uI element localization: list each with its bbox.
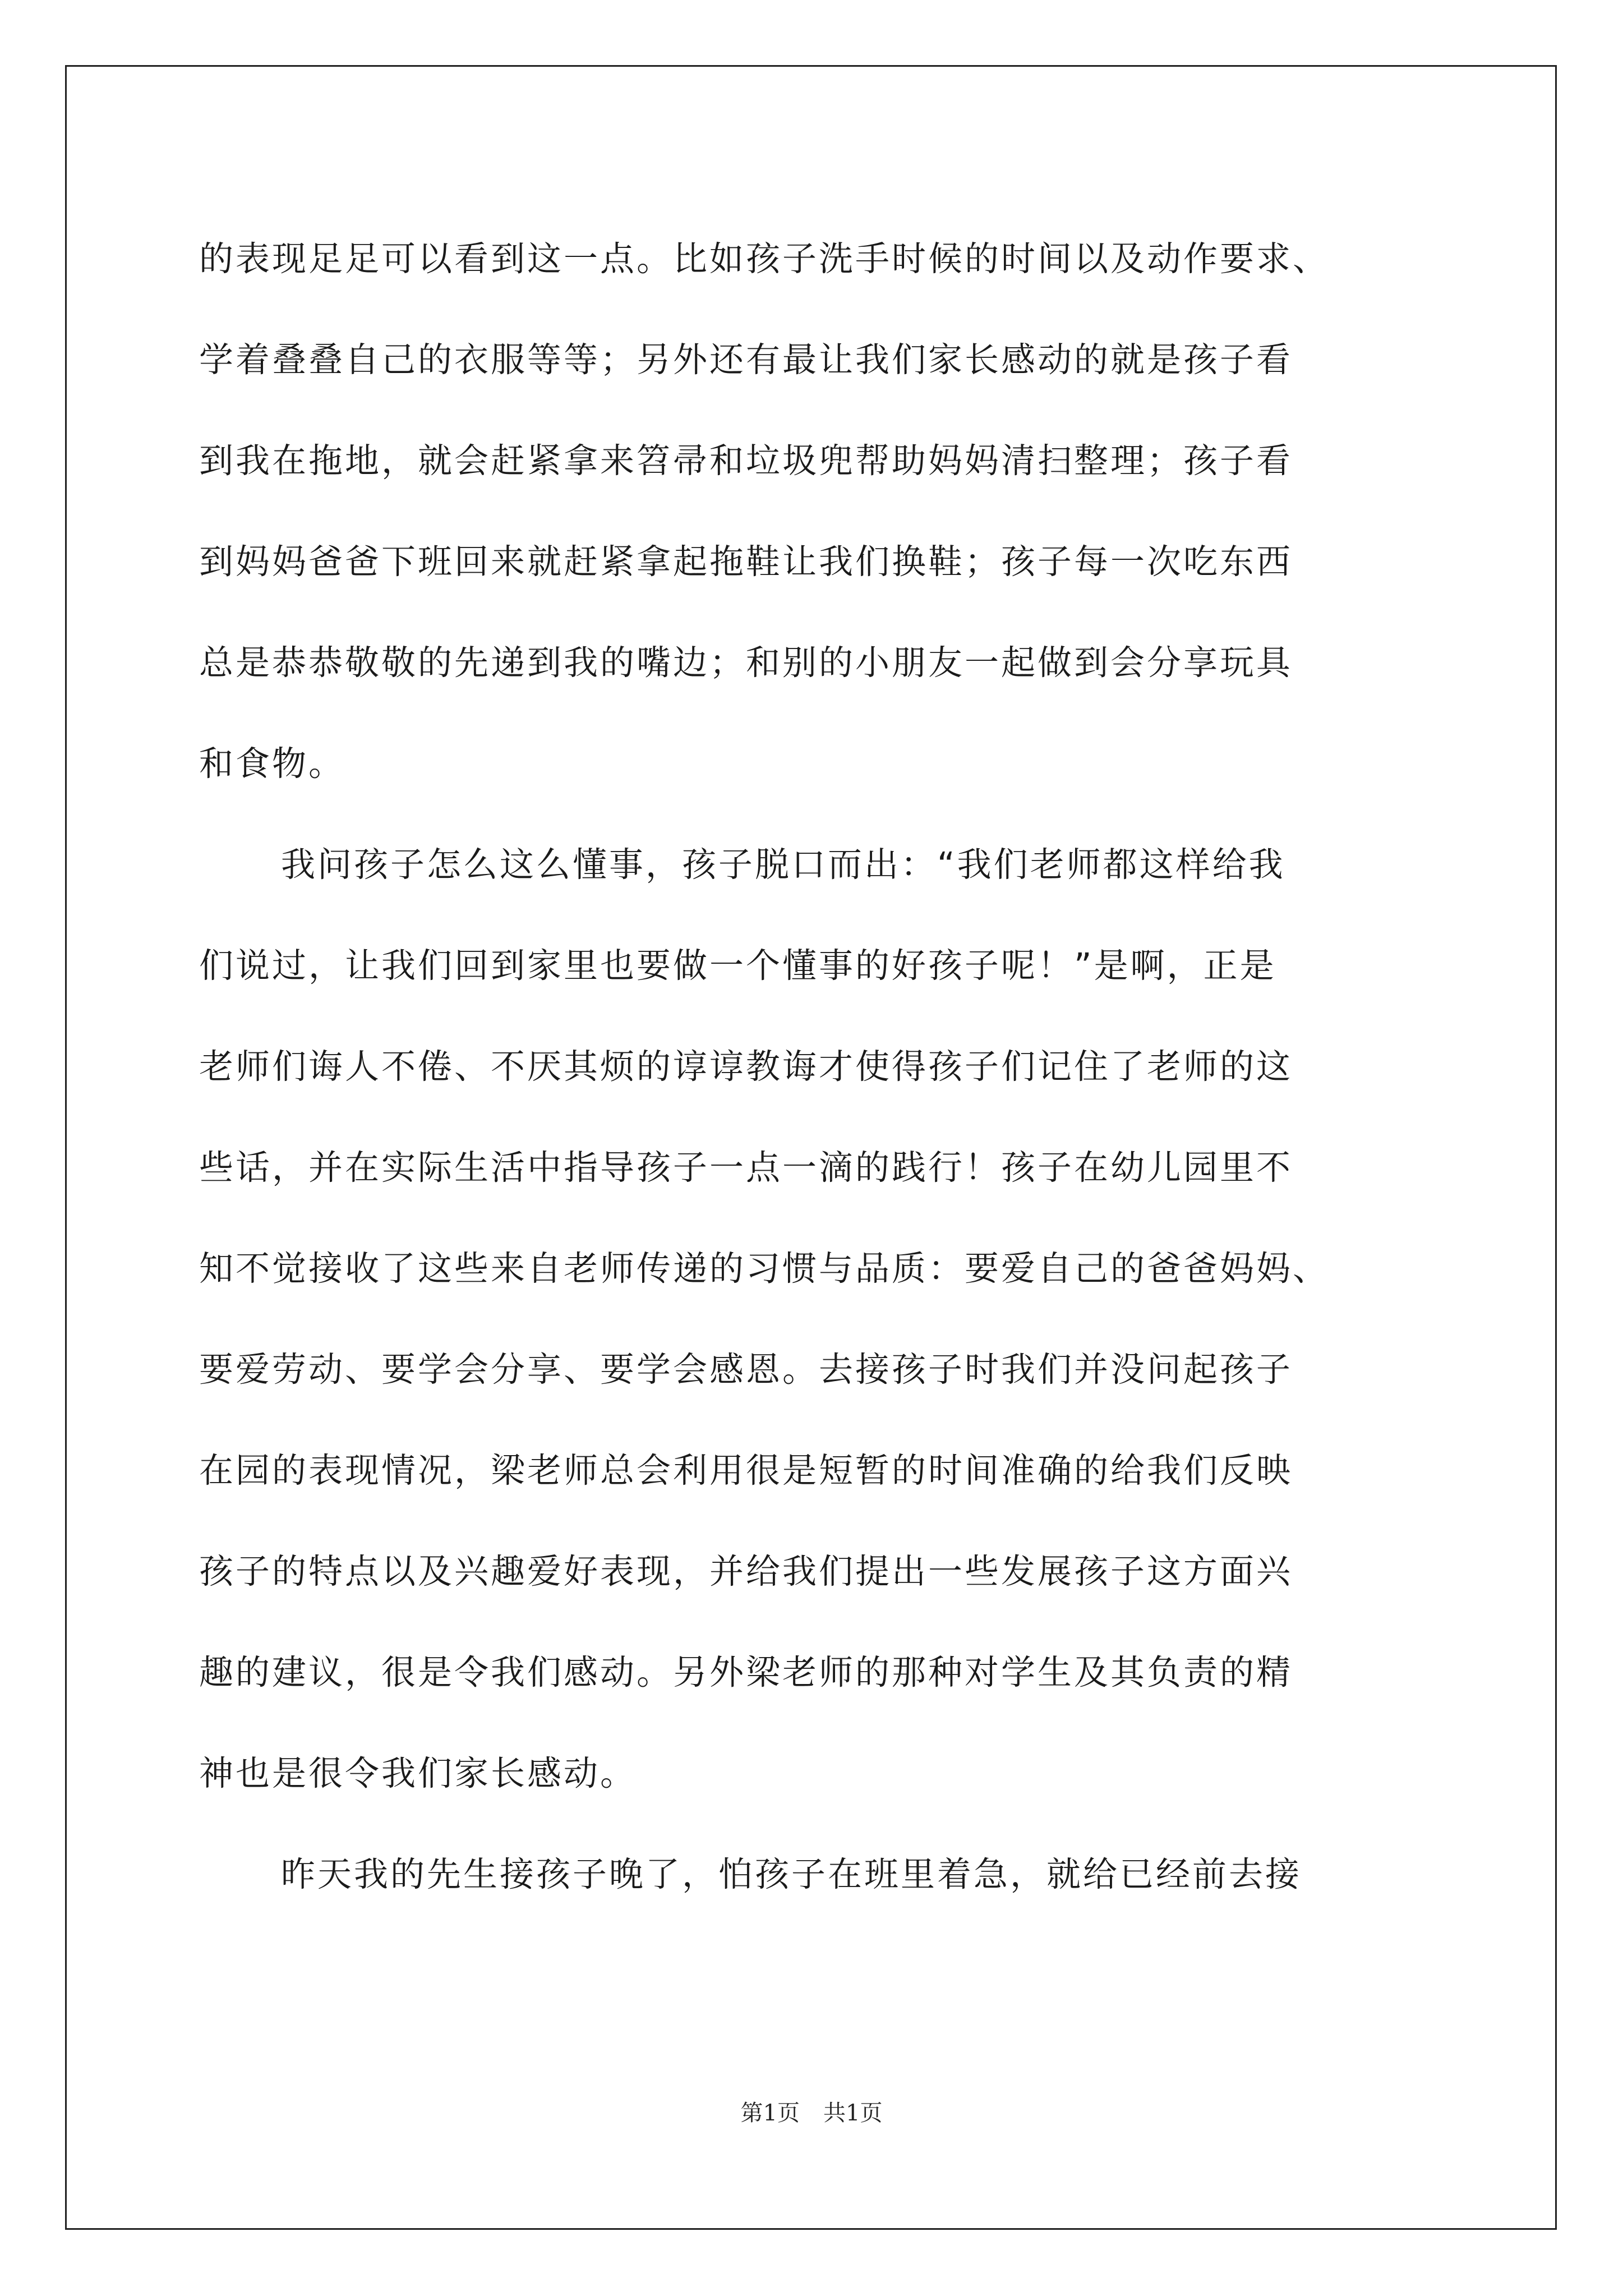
text-line: 老师们诲人不倦、不厌其烦的谆谆教诲才使得孩子们记住了老师的这 <box>199 1047 1293 1087</box>
page-number: 第1页 <box>740 2100 800 2126</box>
text-line: 到我在拖地，就会赶紧拿来笤帚和垃圾兜帮助妈妈清扫整理；孩子看 <box>199 441 1293 481</box>
text-line: 学着叠叠自己的衣服等等；另外还有最让我们家长感动的就是孩子看 <box>199 340 1293 380</box>
text-line: 们说过，让我们回到家里也要做一个懂事的好孩子呢！”是啊，正是 <box>199 946 1276 986</box>
document-body <box>199 209 1438 1925</box>
text-line: 到妈妈爸爸下班回来就赶紧拿起拖鞋让我们换鞋；孩子每一次吃东西 <box>199 542 1293 582</box>
text-line: 些话，并在实际生活中指导孩子一点一滴的践行！孩子在幼儿园里不 <box>199 1148 1293 1188</box>
text-line: 总是恭恭敬敬的先递到我的嘴边；和别的小朋友一起做到会分享玩具 <box>199 643 1293 683</box>
text-line: 和食物。 <box>199 744 345 784</box>
text-line: 的表现足足可以看到这一点。比如孩子洗手时候的时间以及动作要求、 <box>199 239 1330 279</box>
text-line: 知不觉接收了这些来自老师传递的习惯与品质：要爱自己的爸爸妈妈、 <box>199 1249 1330 1289</box>
text-line: 要爱劳动、要学会分享、要学会感恩。去接孩子时我们并没问起孩子 <box>199 1350 1293 1389</box>
page-footer <box>0 2095 1623 2127</box>
text-line: 孩子的特点以及兴趣爱好表现，并给我们提出一些发展孩子这方面兴 <box>199 1552 1293 1591</box>
text-line: 我问孩子怎么这么懂事，孩子脱口而出：“我们老师都这样给我 <box>281 845 1285 885</box>
text-line: 神也是很令我们家长感动。 <box>199 1754 637 1793</box>
text-line: 趣的建议，很是令我们感动。另外梁老师的那种对学生及其负责的精 <box>199 1653 1293 1692</box>
text-line: 昨天我的先生接孩子晚了，怕孩子在班里着急，就给已经前去接 <box>281 1855 1302 1894</box>
page-total: 共1页 <box>823 2100 883 2126</box>
text-line: 在园的表现情况，梁老师总会利用很是短暂的时间准确的给我们反映 <box>199 1451 1293 1490</box>
